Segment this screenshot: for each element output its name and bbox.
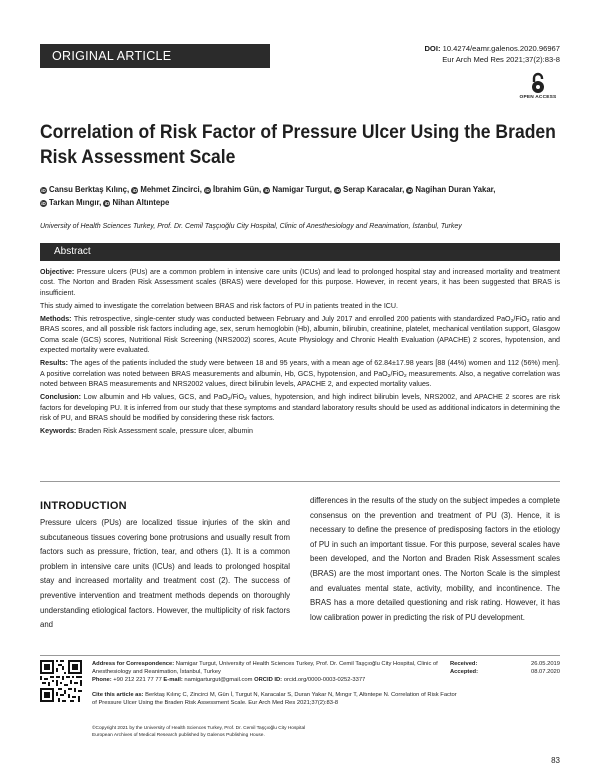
accepted-date: 08.07.2020 (530, 669, 560, 676)
introduction-heading: INTRODUCTION (40, 500, 127, 512)
abstract-aim: This study aimed to investigate the correlation between BRAS and risk factors of PU in patients treated in the ICU. (40, 301, 399, 310)
author[interactable]: iD Serap Karacalar, (335, 185, 405, 194)
abstract-keywords: Keywords: Braden Risk Assessment scale, pressure ulcer, albumin (40, 427, 253, 436)
orcid-icon: iD (335, 188, 340, 193)
received-date: 26.05.2019 (530, 661, 560, 667)
doi-label: DOI: (424, 44, 441, 53)
qr-code-icon[interactable] (40, 660, 82, 702)
author[interactable]: iD Mehmet Zincirci, (132, 185, 202, 194)
author[interactable]: iD Nihan Altıntepe (104, 198, 170, 207)
open-access-label: OPEN ACCESS (519, 95, 557, 100)
author[interactable]: iD Namigar Turgut, (264, 185, 332, 194)
doi-block (424, 43, 560, 65)
correspondence-block: Address for Correspondence: Namigar Turgut, University of Health Sciences Turkey, Prof. Dr. Cemil Taşçıoğlu City Hospital, Clinic of Anesthesiology and Reanimation, İstanbul, Turkey Phone: +90 212 221 77 77 E-mail: namigarturgut@gmail.com ORCID ID: orcid.org/0000-0003-0252-3377 (92, 661, 438, 684)
correspondence-label: Address for Correspondence: (92, 661, 175, 667)
orcid-icon: iD (41, 201, 46, 206)
accepted-label: Accepted: (450, 669, 479, 676)
orcid-icon: iD (407, 188, 413, 193)
email-link[interactable]: namigarturgut@gmail.com (184, 677, 253, 684)
author[interactable]: iD Tarkan Mıngır, (41, 198, 102, 207)
orcid-icon: iD (132, 188, 138, 193)
dates-block (450, 660, 560, 676)
author[interactable]: iD Cansu Berktaş Kılınç, (41, 185, 130, 194)
orcid-icon: iD (205, 188, 210, 193)
author-list (40, 183, 560, 209)
citation-block (92, 691, 462, 707)
abstract-objective: Objective: Pressure ulcers (PUs) are a common problem in intensive care units (ICUs) and lead to prolonged hospital stay and increased mortality and treatment cost. The Norton and Braden Risk Assessment scales (BRAS) were developed for this purpose. However, in recent years, it has been suggested that BRAS is insufficient. (40, 268, 560, 297)
orcid-icon: iD (41, 188, 46, 193)
abstract-body (40, 267, 560, 439)
doi-value[interactable]: 10.4274/eamr.galenos.2020.96967 (442, 44, 560, 53)
page-number: 83 (551, 756, 560, 765)
footer-divider (40, 655, 560, 656)
introduction-right-column: differences in the results of the study on the subject impedes a complete consensus on the prevention and treatment of PU (3). Hence, it is necessary to define the presence of predisposing factors in the etiology of PU in such an important tissue. For this purpose, several scales have been developed, and the Norton and Braden Risk Assessment scales (BRAS) are the most important ones. The Norton Scale is the simplest and evaluates mental state, activity, mobility, and incontinence. The BRAS has a more detailed questioning and risk rating. However, it has low calibration power in predicting the risk of PU development. (310, 496, 560, 622)
introduction-left-column: Pressure ulcers (PUs) are localized tissue injuries of the skin and subcutaneous tissues covering bone protrusions and usually result from factors such as pressure, friction, tear, and others (1). It is a common problem in intensive care units (ICUs) and leads to prolonged hospital stay and increased mortality and treatment cost (2). The success of preventive intervention and treatment methods depends on thoroughly understanding etiological factors. However, the multiplicity of risk factors and (40, 518, 290, 630)
open-access-lock-icon (529, 72, 547, 94)
publisher-text: European Archives of Medical Research published by Galenos Publishing House. (92, 733, 265, 738)
article-type-banner: ORIGINAL ARTICLE (40, 44, 270, 68)
copyright-block (92, 725, 462, 739)
orcid-link[interactable]: orcid.org/0000-0003-0252-3377 (283, 677, 366, 684)
orcid-icon: iD (264, 188, 270, 193)
author[interactable]: iD İbrahim Gün, (205, 185, 262, 194)
orcid-icon: iD (104, 201, 110, 206)
open-access-badge (516, 72, 560, 100)
correspondence-text: Namigar Turgut, University of Health Sciences Turkey, Prof. Dr. Cemil Taşçıoğlu City Hospital, Clinic of Anesthesiology and Reanimation, İstanbul, Turkey (92, 661, 438, 676)
citation-text: Berktaş Kılınç C, Zincirci M, Gün İ, Turgut N, Karacalar S, Duran Yakar N, Mıngır T, Altıntepe N. Correlation of Risk Factor of Pressure Ulcer Using the Braden Risk Assessment Scale. Eur Arch Med Res 2021;37(2):83-8 (92, 692, 457, 707)
phone: +90 212 221 77 77 (113, 677, 162, 684)
article-title: Correlation of Risk Factor of Pressure Ulcer Using the Braden Risk Assessment Scale (40, 121, 556, 168)
journal-reference: Eur Arch Med Res 2021;37(2):83-8 (442, 55, 560, 64)
abstract-methods: Methods: This retrospective, single-center study was conducted between February and July 2017 and enrolled 200 patients with standardized PaO$_2$/FiO$_2$ ratio and BRAS scores, and all possible risk factors including age, sex, serum hemoglobin (Hb), albumin, bilirubin, creatinine, platelet, mechanical ventilation support, Glasgow Coma scale (GCS) scores, Nutritional Risk Screening (NRS2002) scores, Acute Physiology and Chronic Health Evaluation (APACHE) 2 scores, hypotension, and expected mortality were evaluated. (40, 315, 561, 355)
received-label: Received: (450, 661, 478, 667)
cite-label: Cite this article as: (92, 692, 144, 698)
section-divider (40, 481, 560, 482)
affiliation: University of Health Sciences Turkey, Prof. Dr. Cemil Taşçıoğlu City Hospital, Clinic of Anesthesiology and Reanimation, İstanbul, Turkey (40, 223, 462, 230)
abstract-heading: Abstract (40, 243, 560, 261)
abstract-conclusion: Conclusion: Low albumin and Hb values, GCS, and PaO$_2$/FiO$_2$ values, hypotension, and high indirect bilirubin levels, NRS2002, and APACHE 2 scores are risk factors for developing PU. It is inferred from our study that these symptoms and standard laboratory results should be used as additional indicators in determining the risk of PU, and BRAS should be modified by considering these risk factors. (40, 393, 560, 422)
author[interactable]: iD Nagihan Duran Yakar, (407, 185, 496, 194)
copyright-text: ©Copyright 2021 by the University of Health Sciences Turkey, Prof. Dr. Cemil Taşçıoğlu City Hospital (92, 726, 306, 731)
abstract-results: Results: The ages of the patients included the study were between 18 and 95 years, with a mean age of 62.84±17.98 years [88 (44%) women and 112 (56%) men]. A positive correlation was noted between BRAS measurements and albumin, Hb, GCS, hypotension, and PaO$_2$/FiO$_2$ measurements. Also, a negative correlation was noted between BRAS measurements and NRS2002 values, direct bilirubin levels, APACHE 2, and expected mortality values. (40, 359, 560, 388)
